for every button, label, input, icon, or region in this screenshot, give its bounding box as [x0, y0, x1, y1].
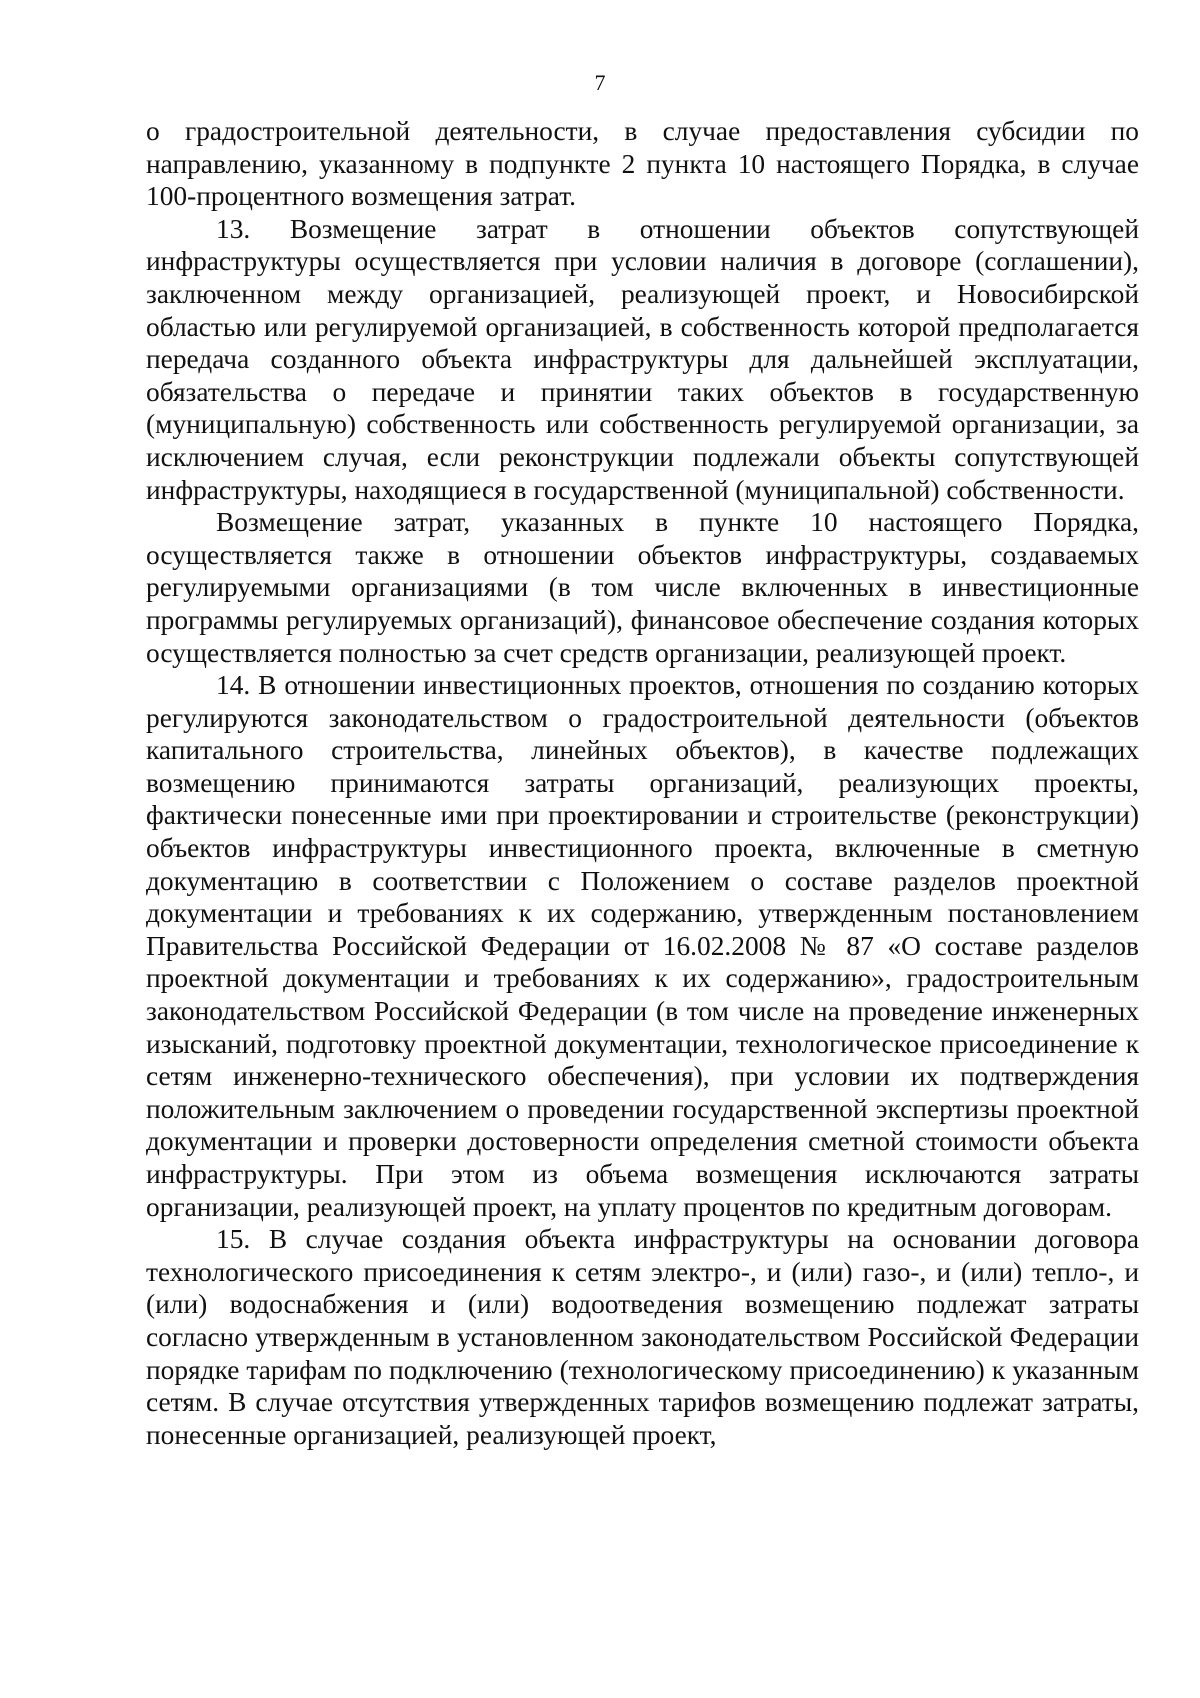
- page-number: 7: [594, 70, 606, 95]
- document-body: [146, 115, 1139, 1451]
- paragraph-item-13-cost-reimbursement: Возмещение затрат, указанных в пункте 10 настоящего Порядка, осуществляется также в отношении объектов инфраструктуры, создаваемых регулируемыми организациями (в том числе включенных в инвестиционные программы регулируемых организаций), финансовое обеспечение создания которых осуществляется полностью за счет средств организации, реализующей проект.: [146, 507, 1139, 668]
- paragraph-item-13: 13. Возмещение затрат в отношении объектов сопутствующей инфраструктуры осуществляется при условии наличия в договоре (соглашении), заключенном между организацией, реализующей проект, и Новосибирской областью или регулируемой организацией, в собственность которой предполагается передача созданного объекта инфраструктуры для дальнейшей эксплуатации, обязательства о передаче и принятии таких объектов в государственную (муниципальную) собственность или собственность регулируемой организации, за исключением случая, если реконструкции подлежали объекты сопутствующей инфраструктуры, находящиеся в государственной (муниципальной) собственности.: [146, 213, 1139, 505]
- paragraph-continuation: о градостроительной деятельности, в случае предоставления субсидии по направлению, указанному в подпункте 2 пункта 10 настоящего Порядка, в случае 100-процентного возмещения затрат.: [146, 116, 1139, 212]
- paragraph-item-14: 14. В отношении инвестиционных проектов, отношения по созданию которых регулируются законодательством о градостроительной деятельности (объектов капитального строительства, линейных объектов), в качестве подлежащих возмещению принимаются затраты организаций, реализующих проекты, фактически понесенные ими при проектировании и строительстве (реконструкции) объектов инфраструктуры инвестиционного проекта, включенные в сметную документацию в соответствии с Положением о составе разделов проектной документации и требованиях к их содержанию, утвержденным постановлением Правительства Российской Федерации от 16.02.2008 № 87 «О составе разделов проектной документации и требованиях к их содержанию», градостроительным законодательством Российской Федерации (в том числе на проведение инженерных изысканий, подготовку проектной документации, технологическое присоединение к сетям инженерно-технического обеспечения), при условии их подтверждения положительным заключением о проведении государственной экспертизы проектной документации и проверки достоверности определения сметной стоимости объекта инфраструктуры. При этом из объема возмещения исключаются затраты организации, реализующей проект, на уплату процентов по кредитным договорам.: [146, 670, 1139, 1222]
- paragraph-item-15: 15. В случае создания объекта инфраструктуры на основании договора технологического присоединения к сетям электро-, и (или) газо-, и (или) тепло-, и (или) водоснабжения и (или) водоотведения возмещению подлежат затраты согласно утвержденным в установленном законодательством Российской Федерации порядке тарифам по подключению (технологическому присоединению) к указанным сетям. В случае отсутствия утвержденных тарифов возмещению подлежат затраты, понесенные организацией, реализующей проект,: [146, 1224, 1139, 1450]
